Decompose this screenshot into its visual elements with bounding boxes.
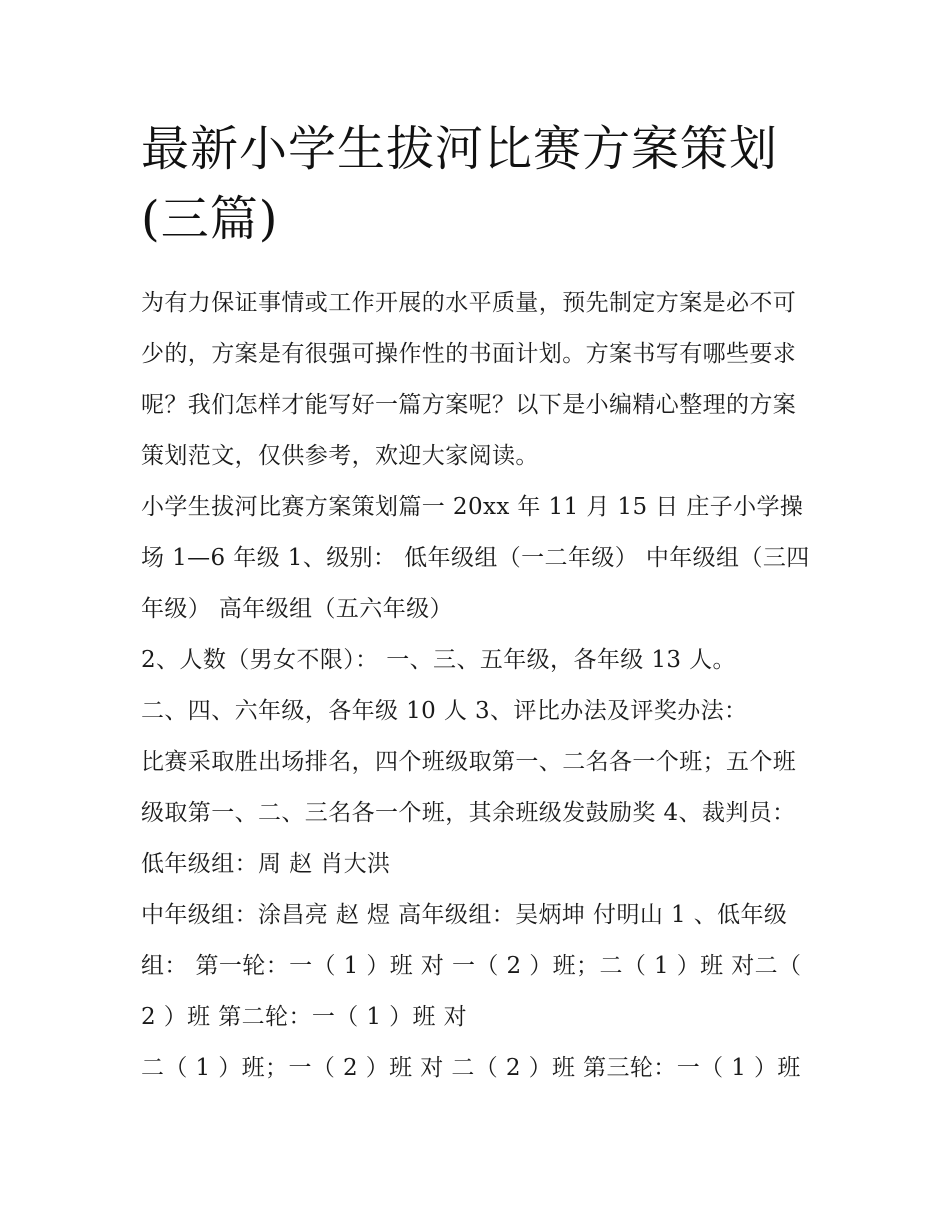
paragraph-headcount-even: 二、四、六年级，各年级 10 人 3、评比办法及评奖办法：: [141, 698, 748, 724]
paragraph-intro: 为有力保证事情或工作开展的水平质量，预先制定方案是必不可少的，方案是有很强可操作性的书面计划。方案书写有哪些要求呢？我们怎样才能写好一篇方案呢？以下是小编精心整理的方案策划范文，仅供参考，欢迎大家阅读。: [141, 290, 797, 469]
paragraph-match-rounds-cont: 二（ 1 ）班；一（ 2 ）班 对 二（ 2 ）班 第三轮：一（ 1 ）班: [141, 1055, 801, 1081]
document-body: [141, 278, 813, 1094]
paragraph-match-rounds: 中年级组：涂昌亮 赵 煜 高年级组：吴炳坤 付明山 1 、低年级组： 第一轮：一（ 1 ）班 对 一（ 2 ）班；二（ 1 ）班 对二（ 2 ）班 第二轮：一（ 1 ）班 对: [141, 902, 802, 1030]
paragraph-schedule-levels: 小学生拔河比赛方案策划篇一 20xx 年 11 月 15 日 庄子小学操场 1—6 年级 1、级别： 低年级组（一二年级） 中年级组（三四年级） 高年级组（五六年级）: [141, 494, 810, 622]
document-title: 最新小学生拔河比赛方案策划(三篇): [141, 121, 779, 247]
paragraph-ranking-referees: 比赛采取胜出场排名，四个班级取第一、二名各一个班；五个班级取第一、二、三名各一个班，其余班级发鼓励奖 4、裁判员： 低年级组：周 赵 肖大洪: [141, 749, 797, 877]
paragraph-headcount-odd: 2、人数（男女不限）： 一、三、五年级，各年级 13 人。: [141, 647, 736, 673]
